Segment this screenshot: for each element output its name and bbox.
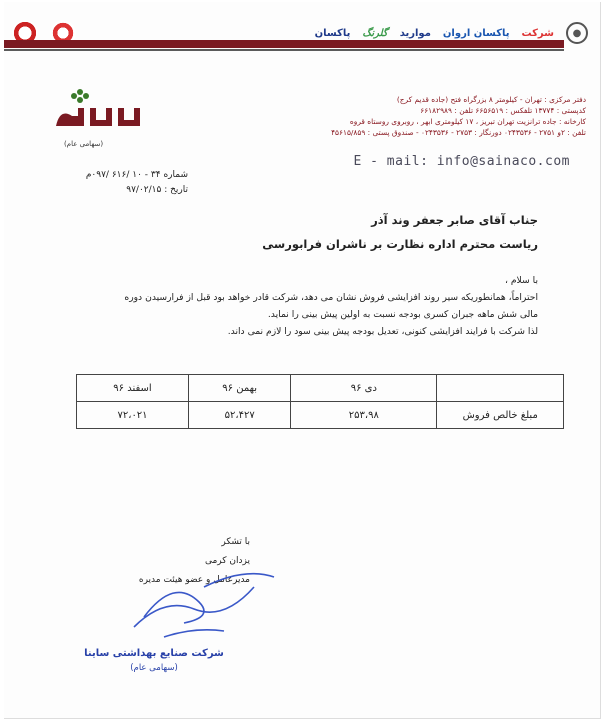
table-cell: مبلغ خالص فروش: [437, 402, 564, 429]
stamp-company: شرکت صنایع بهداشتی ساینا: [84, 648, 224, 659]
table-header-row: [77, 375, 564, 402]
table-row: [77, 402, 564, 429]
email-text: E - mail: info@sainaco.com: [353, 154, 570, 169]
brand-logo: گلرنگ: [362, 27, 388, 39]
recipient-block: [118, 208, 538, 256]
letter-meta: [68, 168, 188, 198]
address-block: [331, 94, 586, 138]
brand-logo: پاکسان اروان: [442, 27, 510, 39]
letter-number: شماره ۳۴ - ۱۰ /۶۱۶ /۰۹۷م: [85, 170, 188, 180]
header-divider: [4, 49, 564, 51]
table-header: [437, 375, 564, 402]
letter-page: [4, 2, 601, 719]
recipient-title: ریاست محترم اداره نظارت بر ناشران فرابورسی: [262, 237, 538, 251]
table-cell: ۷۲،۰۲۱: [77, 402, 189, 429]
brand-logos: [315, 22, 588, 44]
body-paragraph: احتراماً، همانطوریکه سیر روند افزایشی فروش نشان می دهد، شرکت قادر خواهد بود قبل از فرارسیدن دوره: [124, 292, 538, 303]
letter-body: [28, 272, 538, 340]
address-line: تلفن : ۲و ۲۷۵۱ - ۰۲۴۳۵۳۶ دورنگار : ۲۷۵۳ - ۰۲۴۳۵۳۶ - صندوق پستی : ۴۵۶۱۵/۸۵۹: [331, 128, 586, 137]
recipient-name: جناب آقای صابر جعفر وند آذر: [371, 213, 538, 227]
signer-name: یزدان کرمی: [204, 556, 250, 566]
table-header: دی ۹۶: [291, 375, 437, 402]
signer-title: مدیرعامل و عضو هیئت مدیره: [138, 575, 250, 585]
table-header: بهمن ۹۶: [189, 375, 291, 402]
brand-logo: موارید: [399, 27, 431, 39]
closing-text: با تشکر: [221, 537, 250, 547]
table-cell: ۵۲،۴۲۷: [189, 402, 291, 429]
sales-table: [76, 374, 564, 429]
body-paragraph: لذا شرکت با فرایند افزایشی کنونی، تعدیل بودجه پیش بینی سود را لازم نمی داند.: [227, 326, 538, 337]
saina-logo-icon: [50, 86, 154, 142]
table-cell: ۲۵۳،۹۸: [291, 402, 437, 429]
body-paragraph: مالی شش ماهه جبران کسری بودجه نسبت به اولین پیش بینی را نماید.: [267, 309, 538, 320]
company-stamp: [54, 646, 254, 676]
address-line: کارخانه : جاده ترانزیت تهران تبریز ، ۱۷ کیلومتری ابهر ، روبروی روستاه قروه: [349, 117, 586, 126]
letter-date: تاریخ : ۹۷/۰۲/۱۵: [126, 185, 188, 195]
logo-subtitle: (سهامی عام): [64, 140, 104, 148]
handwritten-signature-icon: [104, 557, 294, 647]
company-seal-icon: ●: [566, 22, 588, 44]
table-header: اسفند ۹۶: [77, 375, 189, 402]
brand-logo: شرکت: [521, 27, 554, 39]
stamp-type: (سهامی عام): [130, 663, 178, 673]
address-line: دفتر مرکزی : تهران - کیلومتر ۸ بزرگراه فتح (جاده قدیم کرج): [396, 95, 586, 104]
brand-logo: پاکسان: [314, 27, 351, 39]
address-line: کدپستی : ۱۳۷۷۴ تلفکس : ۶۶۵۶۵۱۹ تلفن : ۶۶۱۸۲۹۸۹: [420, 106, 586, 115]
greeting: با سلام ،: [504, 275, 538, 286]
